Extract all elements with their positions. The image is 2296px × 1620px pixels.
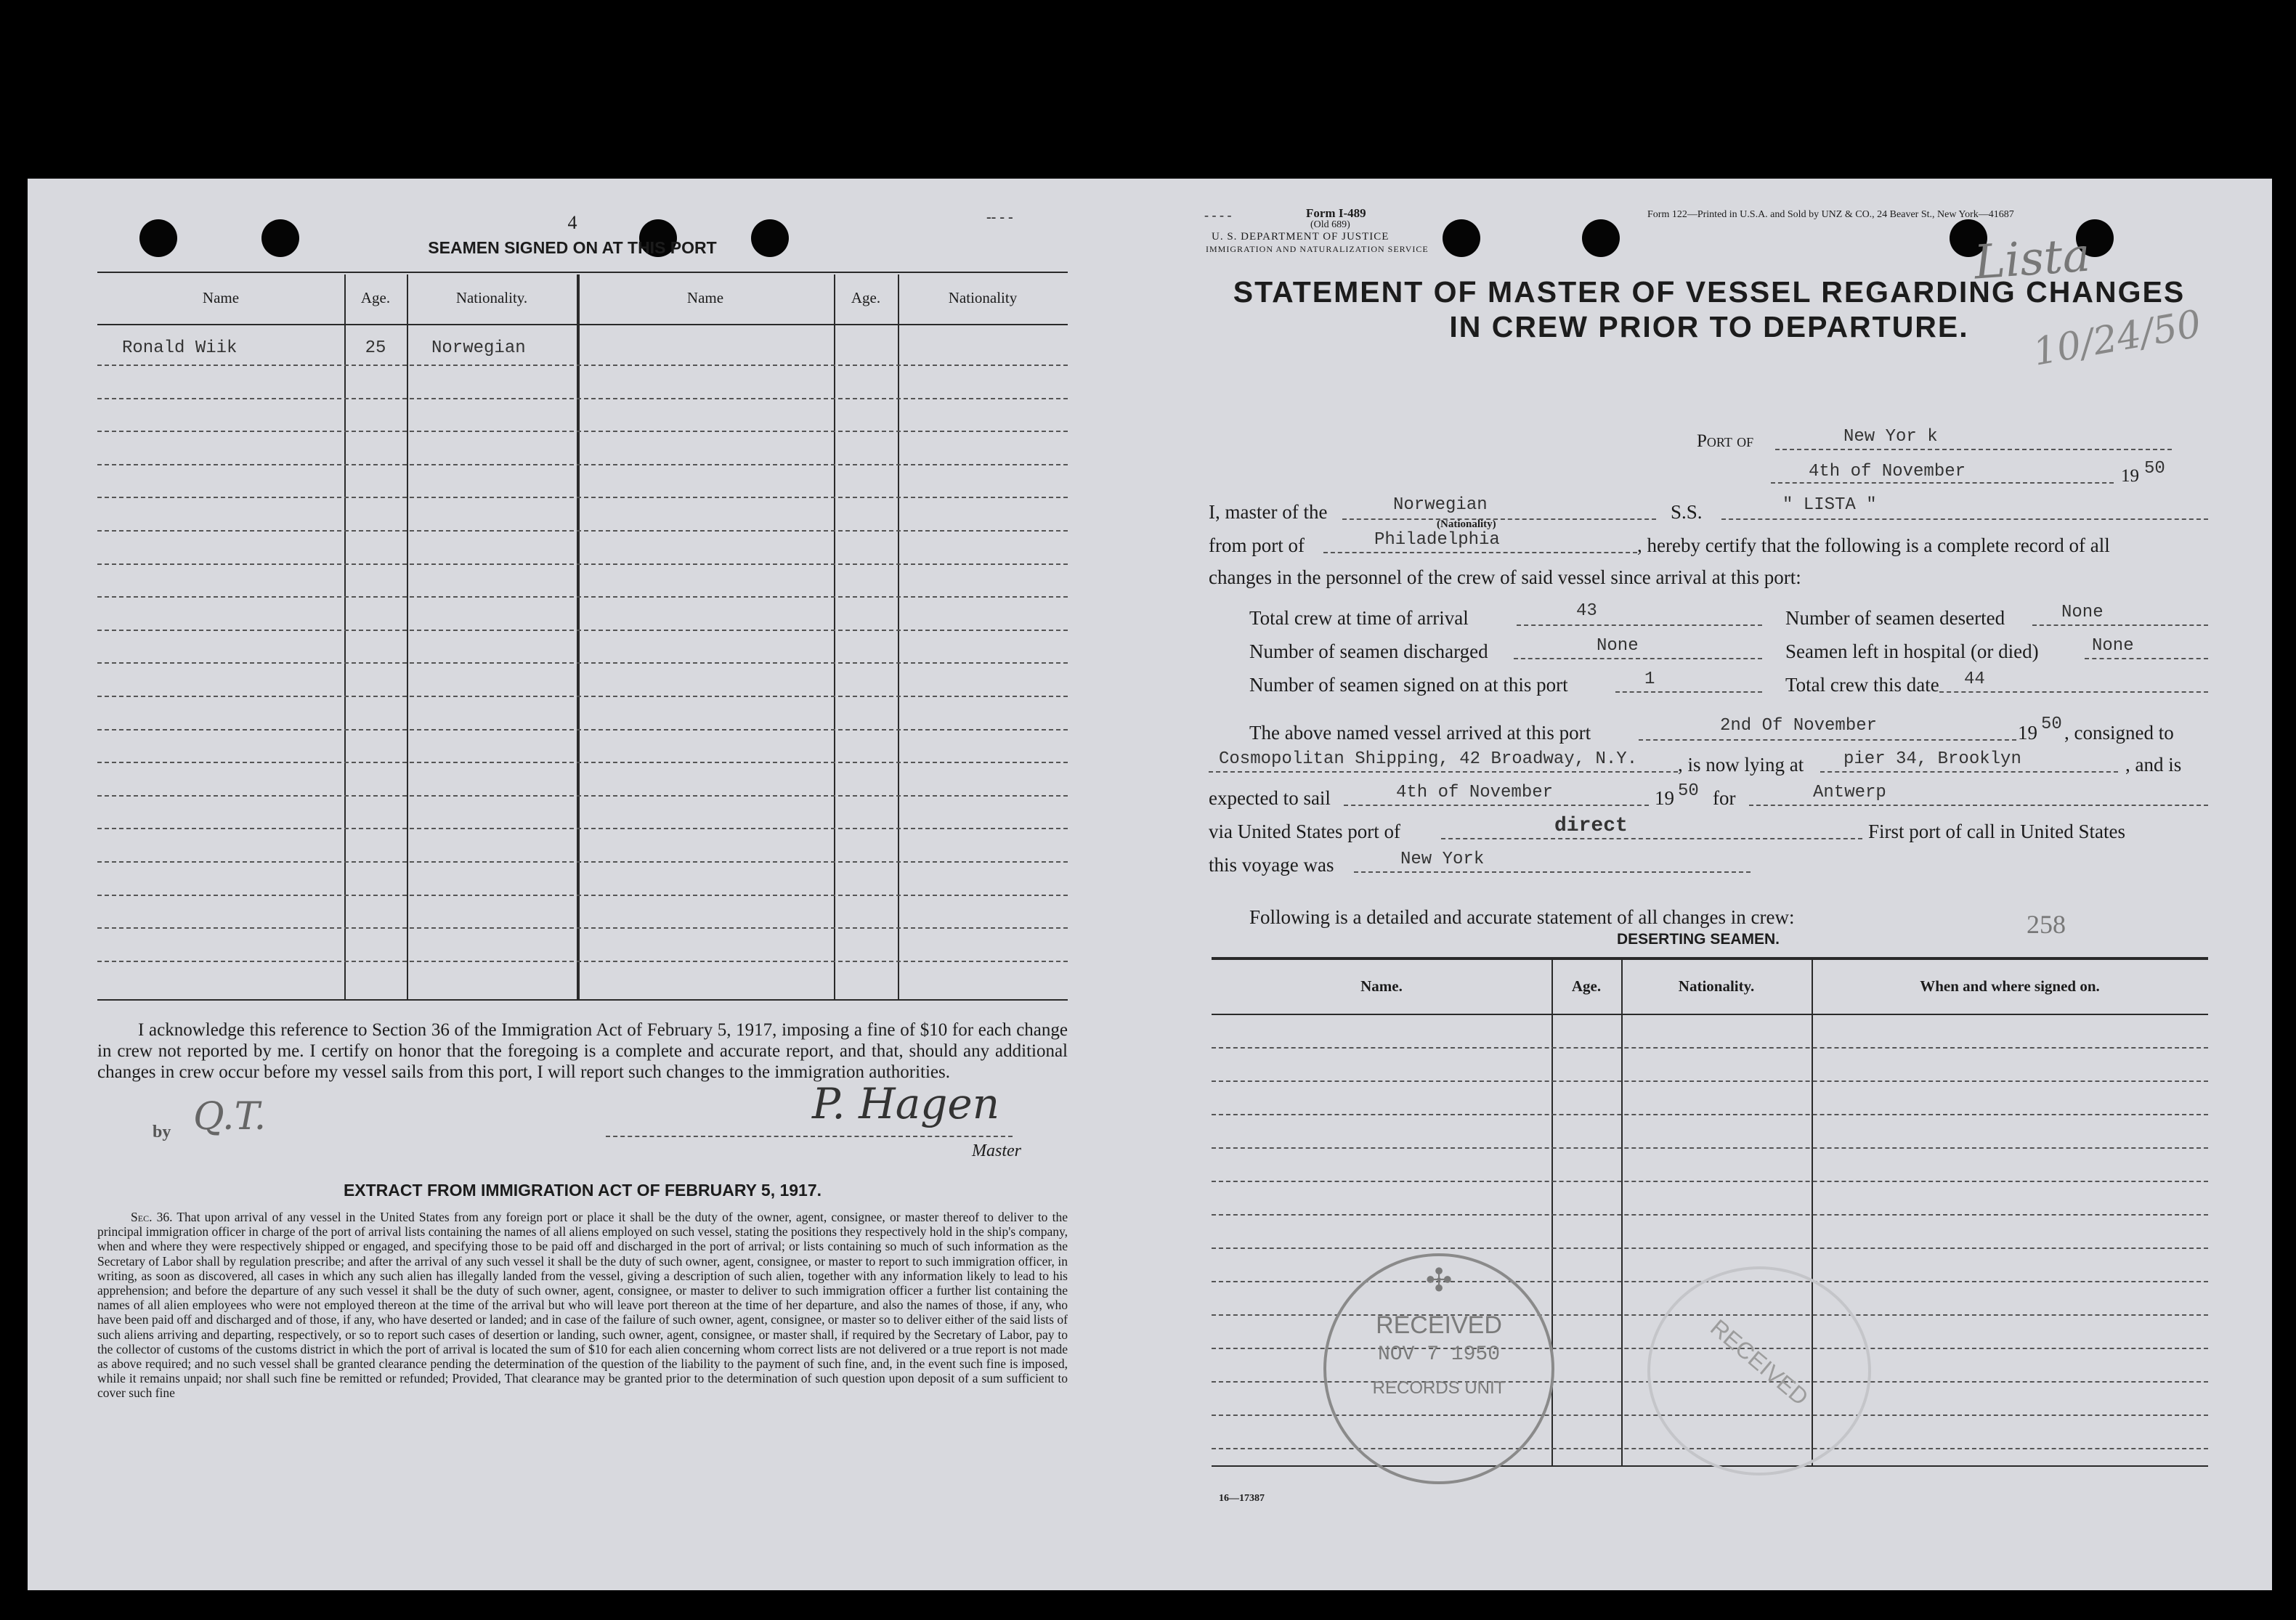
- table-row-line: [1212, 1114, 2208, 1115]
- certify-text: , hereby certify that the following is a complete record of all: [1637, 534, 2110, 556]
- expected-line: [1344, 805, 1649, 806]
- punch-hole: [139, 219, 177, 257]
- table-row-line: [1212, 1214, 2208, 1216]
- expected-value: 4th of November: [1396, 783, 1554, 802]
- date-value: 4th of November: [1809, 462, 1966, 481]
- handwritten-date: 10/24/50: [2029, 302, 2204, 375]
- total-crew-arrival-label: Total crew at time of arrival: [1249, 607, 1469, 629]
- table-row-line: [1212, 1080, 2208, 1082]
- punch-hole: [1443, 219, 1480, 257]
- table-row-line: [97, 464, 1068, 465]
- signature-line: [606, 1136, 1013, 1137]
- deserting-table-top: [1212, 957, 2208, 960]
- form-title-line-2: IN CREW PRIOR TO DEPARTURE.: [1449, 310, 1969, 343]
- col-divider: [1621, 960, 1623, 1465]
- deserting-heading: DESERTING SEAMEN.: [1616, 931, 1780, 948]
- deserting-col-name: Name.: [1360, 977, 1403, 995]
- table-row-line: [97, 762, 1068, 763]
- extract-body: [97, 1210, 1068, 1401]
- corner-marks: - - - -: [1204, 208, 1232, 222]
- signed-on-label: Number of seamen signed on at this port: [1249, 674, 1568, 696]
- col-header-name: Name: [202, 289, 240, 306]
- form-number: Form I-489: [1306, 206, 1366, 220]
- table-row-line: [97, 927, 1068, 929]
- stamp-received: RECEIVED: [1376, 1311, 1502, 1339]
- col-divider: [898, 274, 899, 1001]
- agency-line-1: U. S. DEPARTMENT OF JUSTICE: [1212, 231, 1390, 243]
- printer-line: Form 122—Printed in U.S.A. and Sold by UNZ & CO., 24 Beaver St., New York—41687: [1647, 209, 2014, 220]
- nationality-caption: (Nationality): [1437, 518, 1496, 530]
- expected-label: expected to sail: [1209, 787, 1331, 809]
- table-row-line: [97, 530, 1068, 532]
- expected-year-prefix: 19: [1655, 787, 1674, 809]
- table-row-line: [97, 398, 1068, 399]
- document-sheet: [28, 179, 2272, 1590]
- left-heading: SEAMEN SIGNED ON AT THIS PORT: [428, 238, 717, 257]
- agency-line-2: IMMIGRATION AND NATURALIZATION SERVICE: [1206, 244, 1429, 254]
- table-row-line: [97, 961, 1068, 962]
- hospital-line: [2085, 658, 2208, 659]
- table-row-line: [97, 895, 1068, 896]
- table-row-line: [97, 795, 1068, 797]
- stamp-unit: RECORDS UNIT: [1372, 1378, 1506, 1398]
- master-of-label: I, master of the: [1209, 501, 1328, 523]
- table-row-line: [97, 729, 1068, 730]
- year-prefix: 19: [2121, 466, 2139, 486]
- date-line: [1771, 482, 2114, 484]
- expected-year-suffix: 50: [1678, 781, 1699, 801]
- extract-text: That upon arrival of any vessel in the United States from any foreign port or place it shall be the duty of the owner, agent, consignee, or master thereof to deliver to the principal immigration officer in charge of the port of arrival lists containing the names of all aliens employed on such vessel, stating the positions they respectively hold in the ship's company, when and where they were respectively shipped or engaged, and specifying those to be paid off and discharged in the port of arrival; or lists containing so much of such information as the Secretary of Labor shall by regulation prescribe; and after the arrival of any such vessel it shall be the duty of such owner, agent, consignee, or master to report to such immigration officer, in writing, as soon as discovered, all cases in which any such alien has illegally landed from the vessel, giving a description of such alien, together with any information likely to lead to his apprehension; and before the departure of any such vessel it shall be the duty of such owner, agent, consignee, or master to deliver to such immigration officer a further list containing the names of all alien employees who were not employed thereon at the time of the arrival but who will leave port thereon at the time of her departure, and also the names of those, if any, who have been paid off and discharged and of those, if any, who have deserted or landed; and in case of the failure of such owner, agent, consignee, or master so to deliver either of the said lists of such aliens arriving and departing, respectively, or so to report such cases of desertion or landing, such owner, agent, consignee, or master shall, if required by the Secretary of Labor, pay to the collector of customs of the customs district in which the port of arrival is located the sum of $10 for each alien concerning whom correct lists are not delivered or a true report is not made as above required; and no such vessel shall be granted clearance pending the determination of the question of the liability to the payment of such fine, and, in the event such fine is imposed, while it remains unpaid; nor shall such fine be remitted or refunded; Provided, That clearance may be granted prior to the determination of such question upon deposit of a sum sufficient to cover such fine: [97, 1210, 1068, 1401]
- port-of-line: [1775, 449, 2172, 450]
- voyage-label: this voyage was: [1209, 854, 1334, 876]
- footer-code: 16—17387: [1219, 1493, 1265, 1504]
- col-header-nationality: Nationality: [948, 289, 1018, 306]
- deserted-line: [2032, 624, 2208, 626]
- year-suffix: 50: [2144, 459, 2165, 479]
- deserting-col-age: Age.: [1571, 977, 1602, 995]
- lying-line: [1820, 771, 2118, 773]
- hospital-value: None: [2092, 636, 2134, 656]
- faint-stamp-text: RECEIVED: [1705, 1314, 1814, 1411]
- deserting-col-signed-on: When and where signed on.: [1920, 977, 2100, 995]
- table-header-rule: [97, 324, 1068, 325]
- seaman-age: 25: [365, 338, 386, 358]
- table-row-line: [1212, 1047, 2208, 1049]
- hospital-label: Seamen left in hospital (or died): [1785, 640, 2039, 662]
- sheet-number: 258: [2027, 910, 2066, 939]
- via-value: direct: [1554, 815, 1628, 837]
- and-is-text: , and is: [2125, 754, 2182, 776]
- table-row-line: [1212, 1147, 2208, 1149]
- arrived-value: 2nd Of November: [1720, 716, 1878, 736]
- col-divider: [577, 274, 580, 1001]
- punch-hole: [261, 219, 299, 257]
- discharged-value: None: [1597, 636, 1639, 656]
- arrived-label: The above named vessel arrived at this port: [1249, 722, 1591, 744]
- port-of-value: New Yor k: [1843, 427, 1938, 447]
- lying-value: pier 34, Brooklyn: [1843, 749, 2021, 769]
- table-row-line: [97, 662, 1068, 664]
- seaman-nationality: Norwegian: [431, 338, 526, 358]
- arrived-year-prefix: 19: [2018, 722, 2037, 744]
- first-port-label: First port of call in United States: [1868, 821, 2125, 842]
- table-row-line: [97, 828, 1068, 829]
- acknowledgement-text: I acknowledge this reference to Section 36 of the Immigration Act of February 5, 1917, imposing a fine of $10 for each change in crew not reported by me. I certify on honor that the foregoing is a complete and accurate report, and that, should any additional changes in crew occur before my vessel sails from this port, I will report such changes to the immigration authorities.: [97, 1020, 1068, 1082]
- voyage-line: [1354, 871, 1751, 873]
- lying-label: , is now lying at: [1678, 754, 1804, 776]
- consignee-line: [1209, 771, 1678, 773]
- arrived-line: [1639, 739, 2016, 741]
- page-number: 4: [567, 212, 577, 233]
- total-crew-arrival-value: 43: [1576, 601, 1597, 621]
- deserted-label: Number of seamen deserted: [1785, 607, 2005, 629]
- deserting-table-header-rule: [1212, 1014, 2208, 1015]
- handwritten-vessel-name: Lista: [1972, 228, 2093, 290]
- nationality-value: Norwegian: [1393, 495, 1488, 515]
- deserting-table-bottom: [1212, 1465, 2208, 1467]
- via-line: [1441, 838, 1862, 839]
- by-label: by: [153, 1123, 171, 1141]
- following-text: Following is a detailed and accurate statement of all changes in crew:: [1249, 906, 1795, 928]
- ss-line: [1721, 518, 2208, 520]
- consigned-label: , consigned to: [2064, 722, 2174, 744]
- col-divider: [834, 274, 835, 1001]
- form-old-number: (Old 689): [1310, 219, 1350, 230]
- faint-stamp: [1647, 1266, 1871, 1475]
- col-header-name: Name: [686, 289, 724, 306]
- nationality-line: [1342, 518, 1656, 520]
- via-label: via United States port of: [1209, 821, 1400, 842]
- for-value: Antwerp: [1813, 783, 1886, 802]
- table-top-rule: [97, 272, 1068, 273]
- discharged-label: Number of seamen discharged: [1249, 640, 1488, 662]
- col-header-nationality: Nationality.: [455, 289, 528, 306]
- form-title-line-1: STATEMENT OF MASTER OF VESSEL REGARDING CHANGES: [1233, 275, 2186, 309]
- ss-label: S.S.: [1671, 501, 1703, 523]
- total-crew-arrival-line: [1517, 624, 1762, 626]
- master-label: Master: [972, 1141, 1021, 1160]
- table-row-line: [97, 596, 1068, 598]
- table-row-line: [97, 696, 1068, 697]
- col-divider: [407, 274, 408, 1001]
- extract-section: Sec. 36.: [131, 1210, 173, 1224]
- seaman-name: Ronald Wiik: [122, 338, 238, 358]
- master-signature: P. Hagen: [812, 1079, 1000, 1128]
- table-row-line: [97, 497, 1068, 498]
- table-row-line: [97, 365, 1068, 366]
- from-port-value: Philadelphia: [1374, 530, 1500, 550]
- from-port-line: [1323, 552, 1637, 553]
- ss-value: " LISTA ": [1782, 495, 1877, 515]
- total-crew-date-value: 44: [1964, 669, 1985, 689]
- deserting-col-nationality: Nationality.: [1678, 977, 1755, 995]
- extract-heading: EXTRACT FROM IMMIGRATION ACT OF FEBRUARY 5, 1917.: [343, 1181, 822, 1200]
- corner-marks: -- - -: [986, 209, 1013, 225]
- received-stamp: ✣ RECEIVED NOV 7 1950 RECORDS UNIT: [1323, 1253, 1554, 1484]
- table-row-line: [97, 431, 1068, 432]
- total-crew-date-label: Total crew this date: [1785, 674, 1939, 696]
- total-crew-date-line: [1939, 691, 2208, 693]
- by-initials: Q.T.: [193, 1095, 267, 1139]
- col-header-age: Age.: [851, 289, 881, 306]
- signed-on-value: 1: [1644, 669, 1655, 689]
- consignee-value: Cosmopolitan Shipping, 42 Broadway, N.Y.: [1219, 749, 1638, 769]
- col-divider: [344, 274, 346, 1001]
- for-label: for: [1713, 787, 1736, 809]
- table-row-line: [97, 630, 1068, 631]
- table-row-line: [97, 563, 1068, 565]
- voyage-value: New York: [1400, 850, 1485, 869]
- signed-on-line: [1615, 691, 1762, 693]
- table-row-line: [1212, 1181, 2208, 1182]
- discharged-line: [1514, 658, 1762, 659]
- table-bottom-rule: [97, 999, 1068, 1001]
- table-row-line: [97, 861, 1068, 863]
- arrived-year-suffix: 50: [2041, 715, 2062, 734]
- punch-hole: [1582, 219, 1620, 257]
- changes-text: changes in the personnel of the crew of said vessel since arrival at this port:: [1209, 566, 1801, 588]
- port-of-label: Port of: [1697, 431, 1754, 451]
- from-port-label: from port of: [1209, 534, 1305, 556]
- col-header-age: Age.: [360, 289, 391, 306]
- deserted-value: None: [2061, 603, 2104, 622]
- for-line: [1749, 805, 2208, 806]
- table-row-line: [1212, 1247, 2208, 1249]
- stamp-date: NOV 7 1950: [1377, 1343, 1501, 1366]
